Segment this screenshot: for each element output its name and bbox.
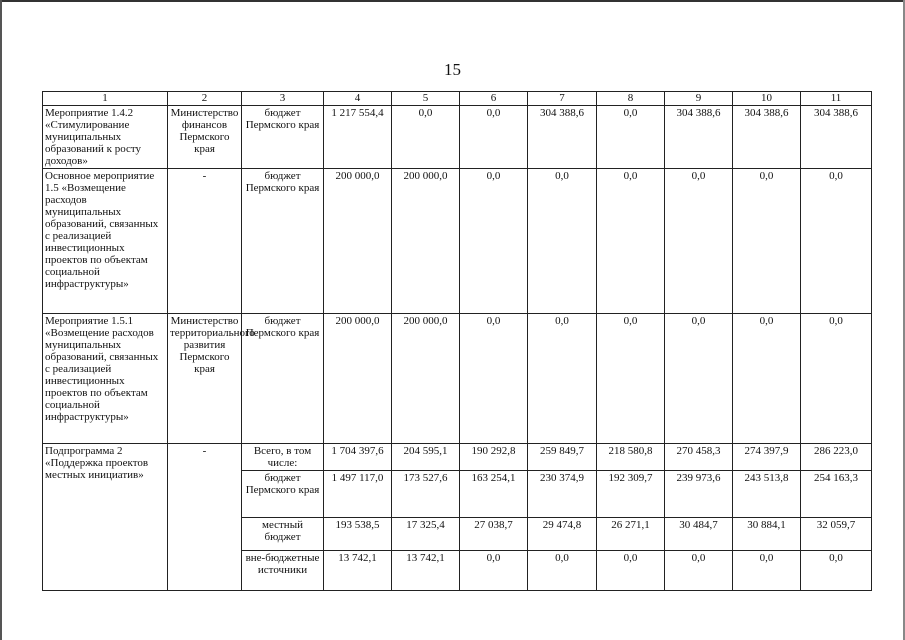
table-row: [43, 314, 872, 444]
header-cell: 7: [528, 92, 597, 106]
value-cell: 0,0: [528, 314, 597, 444]
value-cell: 200 000,0: [392, 314, 460, 444]
value-cell: 0,0: [597, 169, 665, 314]
funding-source: вне-бюджетные источники: [242, 551, 324, 591]
value-cell: 173 527,6: [392, 471, 460, 518]
value-cell: 200 000,0: [392, 169, 460, 314]
value-cell: 163 254,1: [460, 471, 528, 518]
value-cell: 1 497 117,0: [324, 471, 392, 518]
page-top-border: [0, 0, 905, 2]
value-cell: 0,0: [460, 551, 528, 591]
value-cell: 32 059,7: [801, 518, 872, 551]
header-cell: 5: [392, 92, 460, 106]
value-cell: 0,0: [801, 551, 872, 591]
funding-source: местный бюджет: [242, 518, 324, 551]
value-cell: 0,0: [597, 551, 665, 591]
header-cell: 10: [733, 92, 801, 106]
value-cell: 270 458,3: [665, 444, 733, 471]
funding-source: бюджет Пермского края: [242, 169, 324, 314]
header-cell: 1: [43, 92, 168, 106]
value-cell: 13 742,1: [392, 551, 460, 591]
value-cell: 286 223,0: [801, 444, 872, 471]
header-cell: 2: [168, 92, 242, 106]
value-cell: 0,0: [460, 106, 528, 169]
value-cell: 1 704 397,6: [324, 444, 392, 471]
activity-name: Мероприятие 1.5.1 «Возмещение расходов муниципальных образований, связанных с реализацией инвестиционных проектов по объектам социальной инфраструктуры»: [43, 314, 168, 444]
header-cell: 11: [801, 92, 872, 106]
page-number: 15: [444, 60, 461, 79]
subprogram-name: Подпрограмма 2 «Поддержка проектов местных инициатив»: [43, 444, 168, 591]
value-cell: 0,0: [597, 106, 665, 169]
executor: -: [168, 444, 242, 591]
value-cell: 0,0: [733, 551, 801, 591]
value-cell: 304 388,6: [665, 106, 733, 169]
value-cell: 304 388,6: [528, 106, 597, 169]
value-cell: 0,0: [528, 169, 597, 314]
value-cell: 239 973,6: [665, 471, 733, 518]
value-cell: 0,0: [460, 169, 528, 314]
funding-source: бюджет Пермского края: [242, 314, 324, 444]
value-cell: 254 163,3: [801, 471, 872, 518]
value-cell: 200 000,0: [324, 314, 392, 444]
value-cell: 0,0: [665, 169, 733, 314]
value-cell: 13 742,1: [324, 551, 392, 591]
value-cell: 218 580,8: [597, 444, 665, 471]
table-row: [43, 169, 872, 314]
activity-name: Основное мероприятие 1.5 «Возмещение расходов муниципальных образований, связанных с реализацией инвестиционных проектов по объектам социальной инфраструктуры»: [43, 169, 168, 314]
value-cell: 1 217 554,4: [324, 106, 392, 169]
header-cell: 6: [460, 92, 528, 106]
executor: -: [168, 169, 242, 314]
budget-table: [42, 91, 872, 591]
value-cell: 27 038,7: [460, 518, 528, 551]
value-cell: 193 538,5: [324, 518, 392, 551]
header-cell: 4: [324, 92, 392, 106]
value-cell: 204 595,1: [392, 444, 460, 471]
activity-name: Мероприятие 1.4.2 «Стимулирование муниципальных образований к росту доходов»: [43, 106, 168, 169]
value-cell: 200 000,0: [324, 169, 392, 314]
value-cell: 0,0: [392, 106, 460, 169]
value-cell: 304 388,6: [733, 106, 801, 169]
value-cell: 30 484,7: [665, 518, 733, 551]
header-cell: 9: [665, 92, 733, 106]
value-cell: 230 374,9: [528, 471, 597, 518]
value-cell: 0,0: [733, 314, 801, 444]
value-cell: 26 271,1: [597, 518, 665, 551]
value-cell: 192 309,7: [597, 471, 665, 518]
value-cell: 0,0: [801, 169, 872, 314]
value-cell: 0,0: [528, 551, 597, 591]
table-row: [43, 106, 872, 169]
header-cell: 8: [597, 92, 665, 106]
value-cell: 243 513,8: [733, 471, 801, 518]
value-cell: 304 388,6: [801, 106, 872, 169]
executor: Министерство финансов Пермского края: [168, 106, 242, 169]
value-cell: 0,0: [665, 314, 733, 444]
value-cell: 0,0: [733, 169, 801, 314]
value-cell: 0,0: [460, 314, 528, 444]
value-cell: 259 849,7: [528, 444, 597, 471]
value-cell: 17 325,4: [392, 518, 460, 551]
value-cell: 29 474,8: [528, 518, 597, 551]
funding-source: Всего, в том числе:: [242, 444, 324, 471]
value-cell: 0,0: [801, 314, 872, 444]
column-number-header: [43, 92, 872, 106]
header-cell: 3: [242, 92, 324, 106]
funding-source: бюджет Пермского края: [242, 106, 324, 169]
table-row: [43, 444, 872, 471]
value-cell: 190 292,8: [460, 444, 528, 471]
value-cell: 0,0: [597, 314, 665, 444]
value-cell: 0,0: [665, 551, 733, 591]
value-cell: 274 397,9: [733, 444, 801, 471]
funding-source: бюджет Пермского края: [242, 471, 324, 518]
page-left-border: [0, 0, 2, 640]
value-cell: 30 884,1: [733, 518, 801, 551]
executor: Министерство территориального развития Пермского края: [168, 314, 242, 444]
